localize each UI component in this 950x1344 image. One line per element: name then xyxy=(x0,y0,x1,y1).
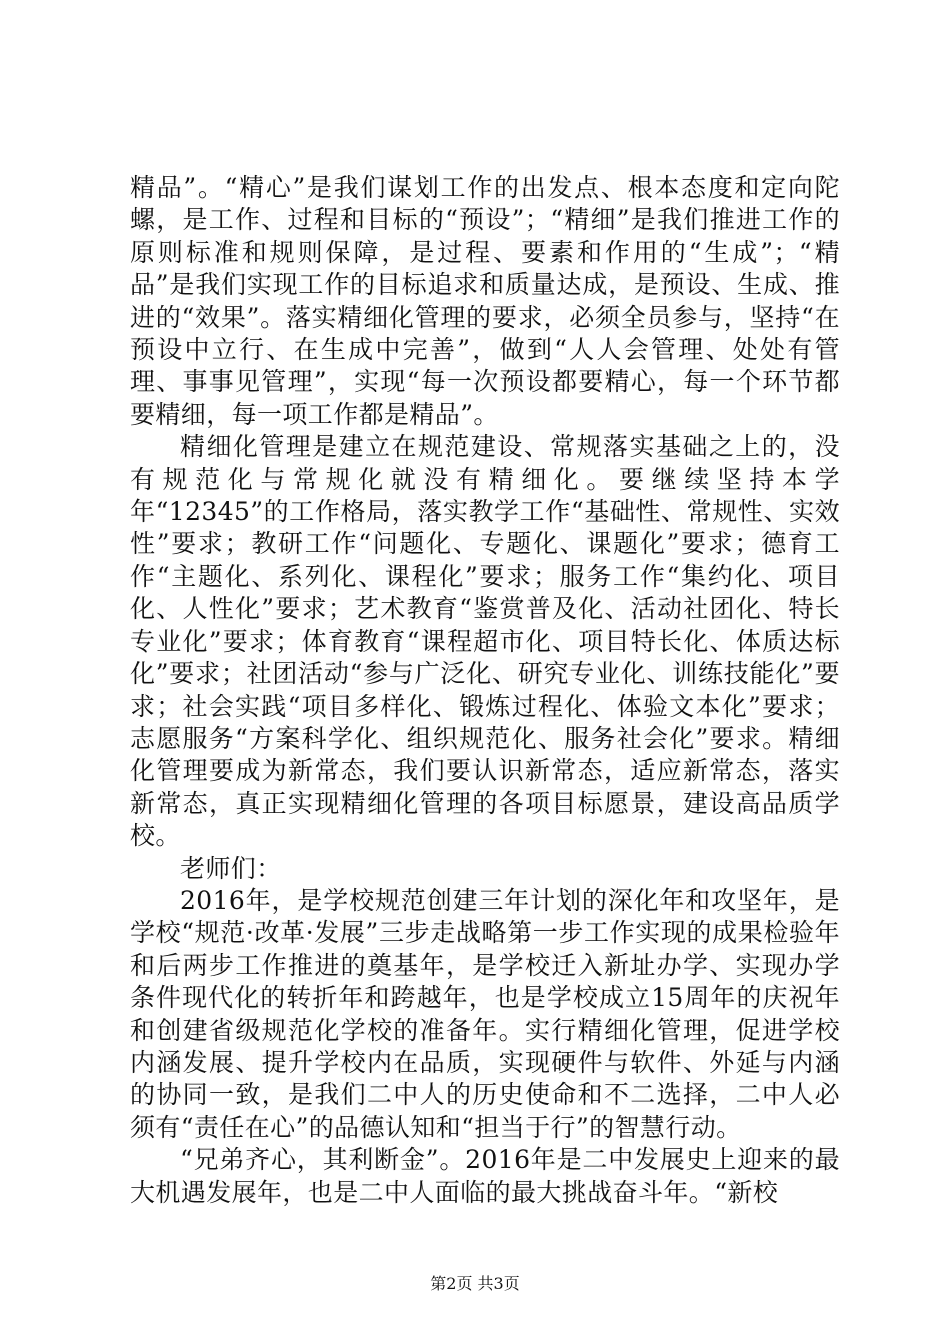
paragraph-year-2016: 2016年，是学校规范创建三年计划的深化年和攻坚年，是学校“规范·改革·发展”三步走战略第一步工作实现的成果检验年和后两步工作推进的奠基年，是学校迁入新址办学、实现办学条件现代化的转折年和跨越年，也是学校成立15周年的庆祝年和创建省级规范化学校的准备年。实行精细化管理，促进学校内涵发展、提升学校内在品质，实现硬件与软件、外延与内涵的协同一致，是我们二中人的历史使命和不二选择，二中人必须有“责任在心”的品德认知和“担当于行”的智慧行动。 xyxy=(130,885,840,1142)
paragraph-continued: 精品”。“精心”是我们谋划工作的出发点、根本态度和定向陀螺，是工作、过程和目标的“预设”；“精细”是我们推进工作的原则标准和规则保障，是过程、要素和作用的“生成”；“精品”是我们实现工作的目标追求和质量达成，是预设、生成、推进的“效果”。落实精细化管理的要求，必须全员参与，坚持“在预设中立行、在生成中完善”，做到“人人会管理、处处有管理、事事见管理”，实现“每一次预设都要精心，每一个环节都要精细，每一项工作都是精品”。 xyxy=(130,173,840,429)
paragraph-salutation: 老师们： xyxy=(180,853,282,883)
paragraph-brothers: “兄弟齐心，其利断金”。2016年是二中发展史上迎来的最大机遇发展年，也是二中人面临的最大挑战奋斗年。“新校 xyxy=(130,1145,840,1207)
paragraph-refined-management: 精细化管理是建立在规范建设、常规落实基础之上的，没有规范化与常规化就没有精细化。要继续坚持本学年“12345”的工作格局，落实教学工作“基础性、常规性、实效性”要求；教研工作“问题化、专题化、课题化”要求；德育工作“主题化、系列化、课程化”要求；服务工作“集约化、项目化、人性化”要求；艺术教育“鉴赏普及化、活动社团化、特长专业化”要求；体育教育“课程超市化、项目特长化、体质达标化”要求；社团活动“参与广泛化、研究专业化、训练技能化”要求；社会实践“项目多样化、锻炼过程化、体验文本化”要求；志愿服务“方案科学化、组织规范化、服务社会化”要求。精细化管理要成为新常态，我们要认识新常态，适应新常态，落实新常态，真正实现精细化管理的各项目标愿景，建设高品质学校。 xyxy=(130,432,840,851)
page-footer: 第2页 共3页 xyxy=(430,1274,520,1293)
document-body xyxy=(130,172,840,1209)
